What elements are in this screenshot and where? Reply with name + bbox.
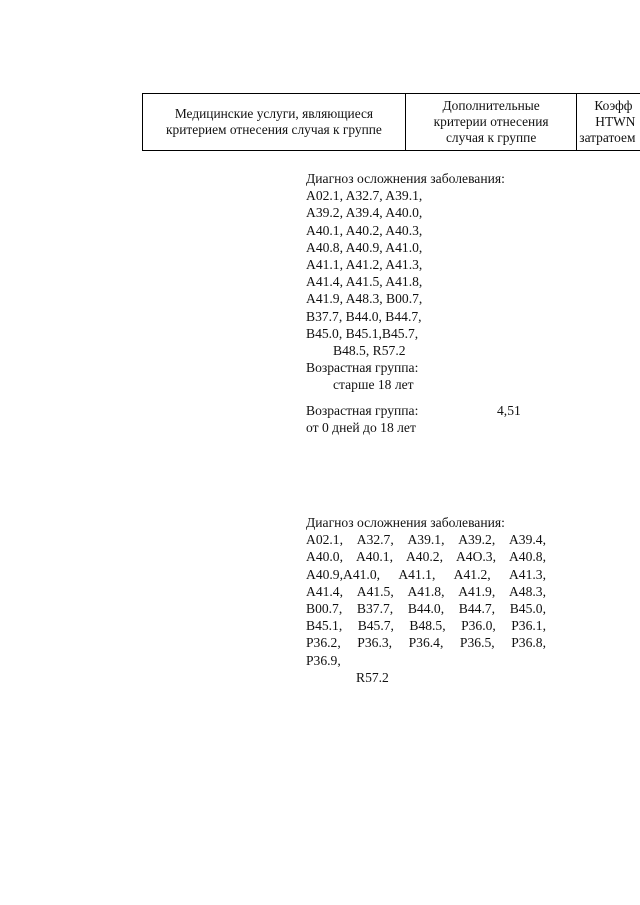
diagnosis-codes-line: A41.4, A41.5, A41.8, A41.9, A48.3, [306,583,546,599]
diagnosis-codes-line: A40.9,A41.0, A41.1, A41.2, A41.3, [306,566,546,582]
diagnosis-codes-line: B45.0, B45.1,B45.7, [306,325,419,341]
age-group-label: Возрастная группа: [306,403,419,418]
header-services-line: критерием отнесения случая к группе [166,122,382,137]
diagnosis-codes-line: A40.0, A40.1, A40.2, A4O.3, A40.8, [306,549,546,565]
diagnosis-codes-line: A02.1, A32.7, A39.1, [306,188,423,204]
complication-diagnosis-block-adult [306,170,546,394]
complication-diagnosis-block-child [306,514,546,686]
diagnosis-codes-line: P36.2, P36.3, P36.4, P36.5, P36.8, [306,635,546,651]
diagnosis-codes-line: A02.1, A32.7, A39.1, A39.2, A39.4, [306,532,546,548]
diagnosis-codes-line: A40.1, A40.2, A40.3, [306,222,423,238]
diagnosis-codes-line: A39.2, A39.4, A40.0, [306,205,423,221]
age-group-value: старше 18 лет [333,377,414,393]
header-coefficient-cell [577,94,640,150]
table-header [142,93,640,151]
diagnosis-codes-last-line: B48.5, R57.2 [333,343,406,359]
header-coefficient-line: Коэфф [594,98,633,113]
age-group-value: от 0 дней до 18 лет [306,420,416,436]
diagnosis-codes-line: A41.1, A41.2, A41.3, [306,257,423,273]
header-services-line: Медицинские услуги, являющиеся [174,106,374,121]
header-coefficient-line: затратоем [579,130,636,145]
diagnosis-codes-line: A40.8, A40.9, A41.0, [306,239,423,255]
header-criteria-line: случая к группе [445,130,537,145]
diagnosis-title: Диагноз осложнения заболевания: [306,515,505,530]
diagnosis-codes-last-line: R57.2 [356,669,389,685]
header-criteria-line: критерии отнесения [433,114,549,129]
header-coefficient-line: HTWN [595,114,636,129]
age-group-label: Возрастная группа: [306,360,419,376]
diagnosis-title: Диагноз осложнения заболевания: [306,171,505,186]
diagnosis-codes-line: B37.7, B44.0, B44.7, [306,308,422,324]
diagnosis-codes-line: B45.1, B45.7, B48.5, P36.0, P36.1, [306,618,546,634]
header-criteria-cell [406,94,577,150]
cost-coefficient-value: 4,51 [497,403,521,418]
header-services-cell [143,94,406,150]
diagnosis-codes-line: B00.7, B37.7, B44.0, B44.7, B45.0, [306,601,546,617]
header-criteria-line: Дополнительные [442,98,540,113]
age-group-block-child [306,402,486,436]
diagnosis-codes-line: P36.9, [306,652,341,668]
diagnosis-codes-line: A41.4, A41.5, A41.8, [306,274,423,290]
diagnosis-codes-line: A41.9, A48.3, B00.7, [306,291,423,307]
